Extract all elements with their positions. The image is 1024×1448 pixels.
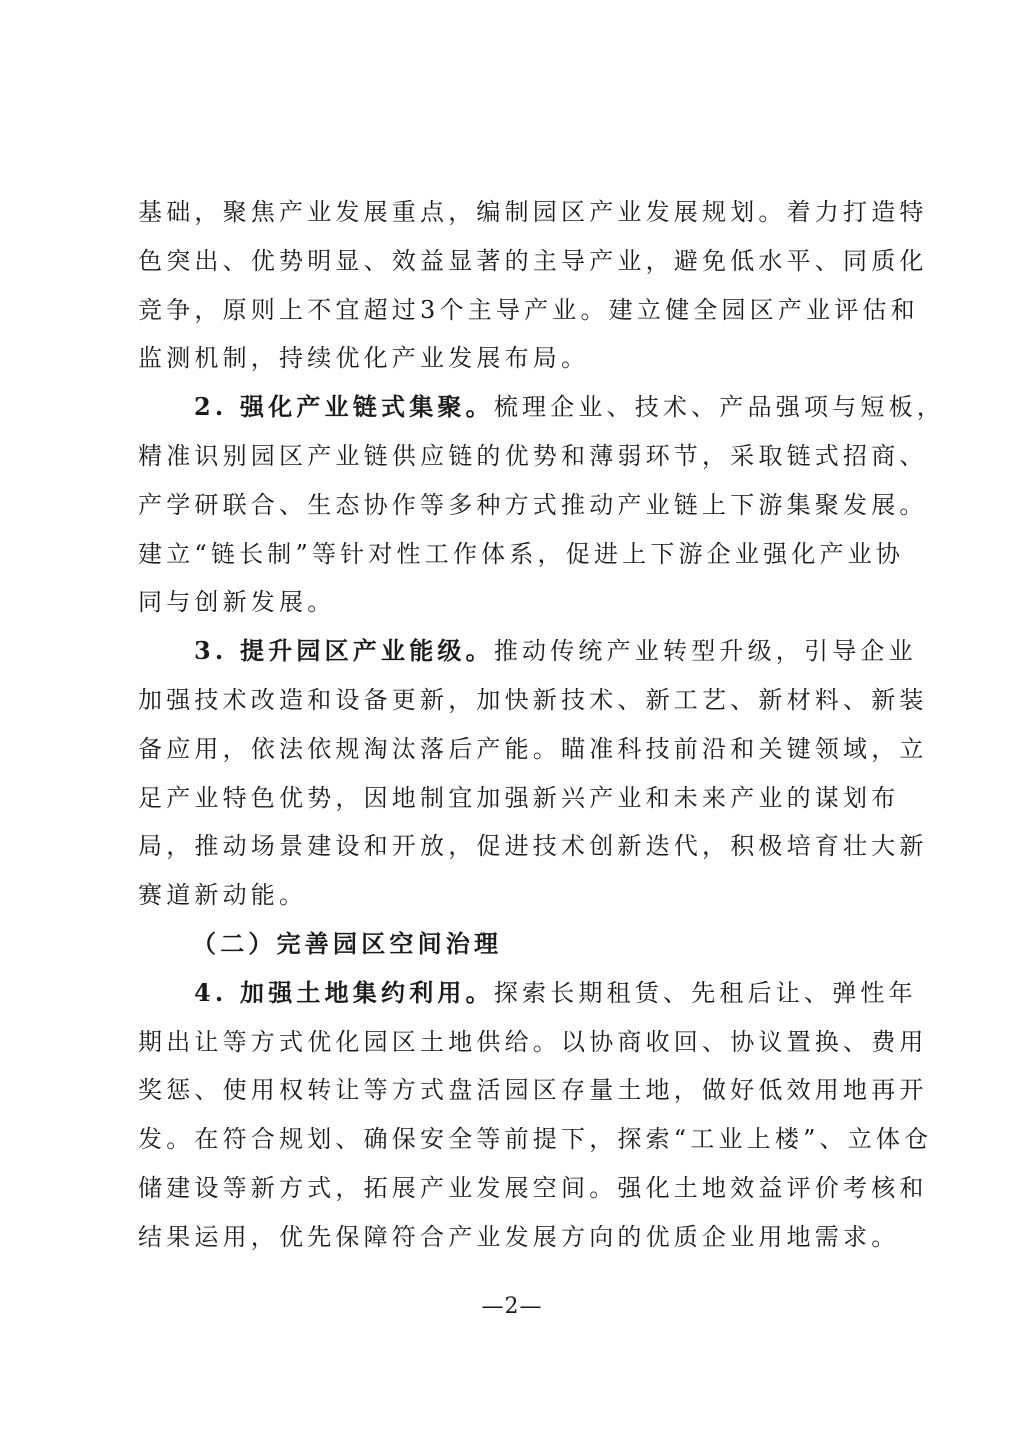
paragraph-line: 结果运用，优先保障符合产业发展方向的优质企业用地需求。	[138, 1222, 900, 1251]
paragraph-line: 竞争，原则上不宜超过3个主导产业。建立健全园区产业评估和	[138, 295, 919, 324]
paragraph-line: 储建设等新方式，拓展产业发展空间。强化土地效益评价考核和	[138, 1173, 928, 1202]
paragraph-first-line	[138, 383, 946, 432]
paragraph-line: 加强技术改造和设备更新，加快新技术、新工艺、新材料、新装	[138, 685, 928, 714]
paragraph-line: 奖惩、使用权转让等方式盘活园区存量土地，做好低效用地再开	[138, 1076, 928, 1105]
paragraph-line: 局，推动场景建设和开放，促进技术创新迭代，积极培育壮大新	[138, 832, 928, 861]
item-heading: 3. 提升园区产业能级。	[194, 636, 494, 666]
paragraph-line: 期出让等方式优化园区土地供给。以协商收回、协议置换、费用	[138, 1027, 928, 1056]
paragraph-first-line	[138, 627, 917, 676]
paragraph-line: 监测机制，持续优化产业发展布局。	[138, 344, 590, 373]
page-number: —2—	[481, 1294, 543, 1319]
section-heading: （二）完善园区空间治理	[192, 928, 503, 958]
paragraph-line: 产学研联合、生态协作等多种方式推动产业链上下游集聚发展。	[138, 490, 928, 519]
paragraph-line: 基础，聚焦产业发展重点，编制园区产业发展规划。着力打造特	[138, 198, 928, 226]
paragraph-text: 探索长期租赁、先租后让、弹性年	[493, 978, 917, 1007]
paragraph-line: 发。在符合规划、确保安全等前提下，探索“工业上楼”、立体仓	[138, 1125, 933, 1154]
body-text	[138, 188, 946, 1262]
paragraph-line: 色突出、优势明显、效益显著的主导产业，避免低水平、同质化	[138, 246, 928, 275]
paragraph-line: 同与创新发展。	[138, 588, 336, 617]
paragraph-text: 推动传统产业转型升级，引导企业	[493, 637, 917, 666]
paragraph-text: 梳理企业、技术、产品强项与短板，	[493, 393, 946, 422]
paragraph-line: 赛道新动能。	[138, 881, 308, 910]
item-heading: 2. 强化产业链式集聚。	[194, 392, 494, 422]
paragraph-line: 足产业特色优势，因地制宜加强新兴产业和未来产业的谋划布	[138, 783, 900, 812]
paragraph-line: 建立“链长制”等针对性工作体系，促进上下游企业强化产业协	[138, 539, 905, 568]
item-heading: 4. 加强土地集约利用。	[194, 977, 494, 1007]
paragraph-line: 精准识别园区产业链供应链的优势和薄弱环节，采取链式招商、	[138, 441, 928, 470]
paragraph-line: 备应用，依法依规淘汰落后产能。瞄准科技前沿和关键领域，立	[138, 734, 928, 763]
paragraph-first-line	[138, 969, 917, 1018]
